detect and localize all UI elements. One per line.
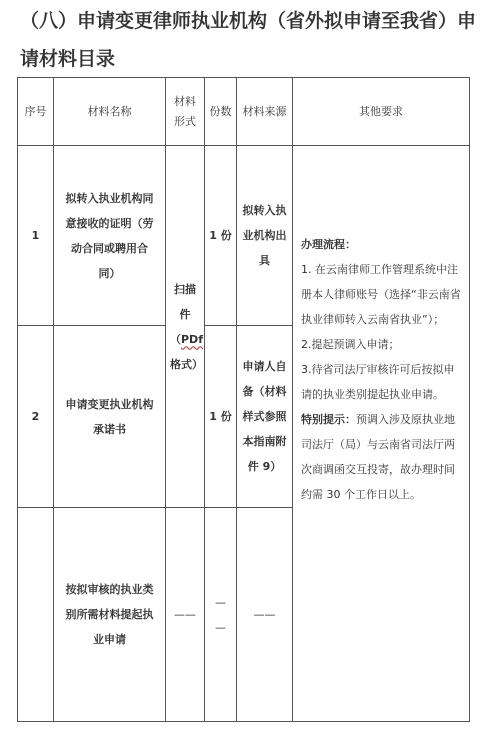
row2-source-line: 本指南附: [242, 435, 287, 448]
row1-source-line: 拟转入执: [242, 204, 287, 217]
header-source: 材料来源: [237, 78, 293, 146]
row3-seq: [18, 508, 54, 722]
row3-name: [54, 508, 166, 722]
other-requirements: [293, 146, 470, 722]
header-seq: 序号: [18, 78, 54, 146]
form-merged-cell: [166, 146, 205, 508]
row3-form: [166, 508, 205, 722]
row2-count: 1 份: [205, 326, 237, 508]
row3-name-line: 业申请: [93, 633, 126, 646]
form-line: [170, 333, 203, 346]
special-tip-label: 特别提示：: [301, 413, 356, 426]
form-line: 扫描: [174, 282, 196, 296]
header-form-line-1: 材料: [174, 94, 196, 108]
process-step-1: 1. 在云南律师工作管理系统中注册本人律师账号（选择“非云南省执业律师转入云南省执业”）；: [301, 263, 461, 326]
special-tip: [301, 407, 465, 507]
header-form: [166, 78, 205, 146]
row2-source-line: 申请人自: [242, 360, 287, 373]
row3-count-dash: —: [215, 595, 226, 609]
row3-name-line: 按拟审核的执业类: [65, 583, 154, 596]
row2-name-line: 承诺书: [93, 422, 126, 436]
process-step-2: 2.提起预调入申请；: [301, 338, 400, 351]
row3-name-line: 别所需材料提起执: [65, 608, 154, 621]
process-step-3: 3.待省司法厅审核许可后按拟申请的执业类别提起执业申请。: [301, 363, 455, 401]
form-pdf: PDf: [181, 332, 203, 346]
page-title: [20, 2, 485, 78]
title-line-1: （八）申请变更律师执业机构（省外拟申请至我省）申: [20, 10, 477, 32]
row1-name: [54, 146, 166, 326]
row2-seq: 2: [18, 326, 54, 508]
row1-source: [237, 146, 293, 326]
special-tip-text: 预调入涉及原执业地司法厅（局）与云南省司法厅两次商调函交互投寄，故办理时间约需 30 个工作日以上。: [301, 413, 455, 501]
row1-count: 1 份: [205, 146, 237, 326]
row1-name-line: 同）: [98, 266, 121, 280]
form-line: 件: [179, 307, 191, 321]
row1-name-line: 拟转入执业机构同: [65, 191, 154, 205]
row2-name-line: 申请变更执业机构: [65, 397, 154, 411]
materials-table: [17, 77, 470, 722]
form-paren: （: [170, 332, 181, 346]
header-name: 材料名称: [54, 78, 166, 146]
row1-source-line: 具: [259, 254, 270, 267]
header-other: 其他要求: [293, 78, 470, 146]
row3-count: [205, 508, 237, 722]
row1-seq: 1: [18, 146, 54, 326]
row2-source-line: 件 9）: [247, 460, 282, 473]
header-form-line-2: 形式: [174, 114, 196, 128]
table-header-row: [18, 78, 470, 146]
header-count: 份数: [205, 78, 237, 146]
row1-name-line: 意接收的证明（劳: [65, 216, 154, 230]
row1-name-line: 动合同或聘用合: [71, 241, 148, 255]
row3-source-dash: ——: [253, 608, 276, 621]
form-line: 格式）: [170, 357, 203, 371]
process-heading: 办理流程：: [301, 238, 356, 251]
row3-count-dash: —: [215, 620, 226, 634]
table-row: [18, 146, 470, 326]
row3-source: [237, 508, 293, 722]
row2-source: [237, 326, 293, 508]
row2-source-line: 样式参照: [242, 410, 287, 423]
row1-source-line: 业机构出: [242, 229, 287, 242]
row2-source-line: 备（材料: [242, 385, 287, 398]
title-line-2: 请材料目录: [20, 48, 116, 70]
row2-name: [54, 326, 166, 508]
row3-form-dash: ——: [174, 608, 196, 621]
